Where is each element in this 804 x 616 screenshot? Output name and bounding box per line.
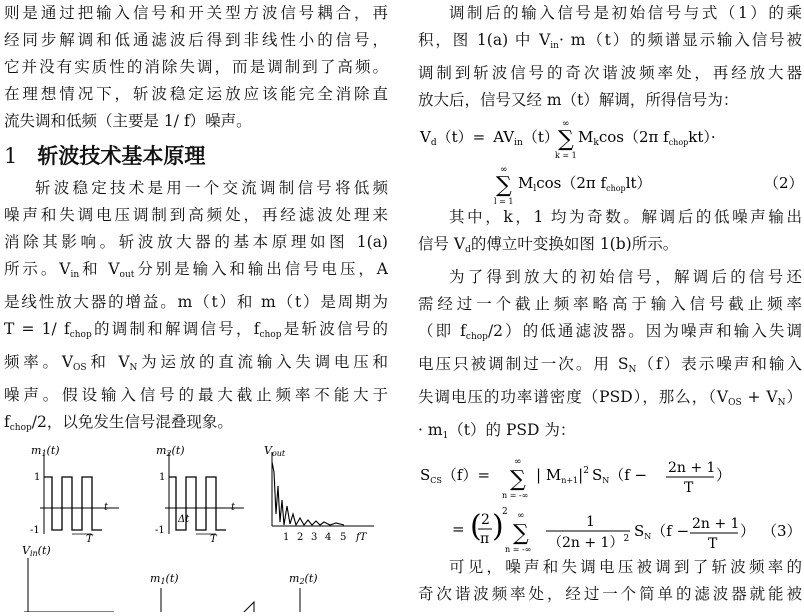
vin-label: Vin(t): [22, 544, 51, 558]
equation-2-svg: [418, 114, 802, 204]
text-line: [4, 409, 388, 442]
text-segment: 频率。V: [4, 353, 74, 371]
text-segment: 积，图 1(a) 中 V: [418, 31, 551, 49]
eq3-sum-1: ∑: [510, 467, 526, 492]
eq2-term-l: $M_l\cos(2\pi$ $f_{chop}lt$）: [518, 174, 652, 194]
amplifier-symbol: [234, 602, 254, 612]
m1-period-label: T: [86, 534, 93, 545]
text-line: 斩波稳定技术是用一个交流调制信号将低频: [35, 179, 388, 197]
m2-label: m2(t): [156, 444, 185, 458]
text-segment: ）: [785, 388, 802, 406]
bottom-m2-label: m2(t): [289, 572, 318, 586]
text-segment: + V: [741, 388, 778, 406]
subscript: OS: [73, 363, 87, 373]
text-line: 调制到斩波信号的奇次谐波频率处，再经放大器: [418, 64, 802, 82]
equation-3: [418, 450, 802, 554]
m1-square-wave: [44, 477, 102, 530]
vout-tick: 1: [283, 532, 290, 543]
text-line: [4, 349, 388, 382]
text-segment: 所示。V: [4, 260, 71, 278]
subscript: out: [119, 270, 135, 280]
section-heading: [4, 139, 388, 173]
text-segment: 电压只被调制过一次。用 S: [418, 355, 629, 373]
text-line: [418, 417, 802, 450]
text-line: [418, 231, 802, 264]
eq3-sum-2-top: ∞: [517, 511, 525, 521]
text-segment: 失调电压的功率谱密度（PSD），那么，（V: [418, 388, 729, 406]
m2-tick-1: 1: [159, 472, 166, 483]
eq3-frac-den: T: [684, 480, 694, 496]
text-line: 调制后的输入信号是初始信号与式（1）的乘: [449, 4, 802, 22]
vout-spectrum-curve: [272, 462, 344, 525]
text-line: [418, 351, 802, 384]
subscript: in: [550, 41, 559, 51]
m2-period-label: T: [210, 534, 217, 545]
subscript: in: [70, 270, 80, 280]
eq3-frac3-den: T: [708, 536, 718, 552]
text-segment: T = 1/ f: [4, 320, 70, 338]
eq3-pre-num: 2: [481, 512, 490, 528]
vout-tick: 5: [340, 532, 347, 543]
vout-tick: 2: [297, 532, 304, 543]
subscript: N: [628, 365, 637, 375]
section-title: 斩波技术基本原理: [37, 144, 206, 168]
eq3-sum-2-bottom: n = -∞: [505, 545, 532, 554]
eq2-sum-1: ∑: [558, 127, 574, 152]
text-segment: 分别是输入和输出信号电压，A: [134, 260, 388, 278]
eq3-frac-num: 2n + 1: [668, 460, 716, 476]
eq3-equals: =: [452, 520, 465, 538]
eq3-sn2: $S_N(f$ −: [634, 522, 690, 541]
subscript: N: [777, 398, 786, 408]
text-line: 消除其影响。斩波放大器的基本原理如图 1(a): [4, 233, 388, 251]
m2-axis-t: t: [231, 502, 236, 513]
body-paragraph: [4, 175, 388, 442]
paragraph-filtering: [418, 204, 802, 450]
text-segment: /2，以免发生信号混叠现象。: [31, 413, 233, 431]
eq3-lhs: $S_{CS}(f)=$: [420, 466, 491, 485]
text-line: 噪声和失调电压调制到高频处，再经滤波处理来: [4, 206, 388, 224]
subscript: OS: [728, 398, 742, 408]
m1-plot: [30, 444, 119, 545]
eq3-sum-2: ∑: [513, 521, 529, 546]
vout-tick: 4: [325, 532, 332, 543]
figure-1: [4, 442, 388, 612]
m1-tick-1: 1: [34, 472, 41, 483]
m2-plot: [155, 444, 244, 545]
equation-3-svg: [418, 450, 802, 554]
text-line: 在理想情况下，斩波稳定运放应该能完全消除直: [4, 85, 388, 103]
subscript: N: [129, 363, 138, 373]
intro-paragraph: [4, 0, 388, 135]
left-column: [4, 0, 388, 612]
subscript: 1: [442, 431, 449, 441]
text-line: [4, 256, 388, 289]
text-segment: 和 V: [79, 260, 120, 278]
m2-delta-t: Δt: [178, 514, 190, 525]
text-segment: 和 V: [86, 353, 130, 371]
bottom-m1-label: m1(t): [150, 572, 179, 586]
text-segment: /2）的低通滤波器。因为噪声和输入失调: [487, 322, 802, 340]
text-line: 奇次谐波频率处，经过一个简单的滤波器就能被: [418, 585, 802, 603]
vout-plot: [264, 444, 374, 543]
text-segment: 的调制和解调信号，f: [91, 320, 260, 338]
text-segment: 信号 V: [418, 235, 466, 253]
eq3-close-paren: ）: [716, 466, 732, 484]
text-segment: f: [4, 413, 10, 431]
text-line: 为了得到放大的初始信号，解调后的信号还: [449, 268, 802, 286]
eq3-number: （3）: [762, 522, 802, 540]
m1-axis-t: t: [104, 502, 109, 513]
text-line: [4, 316, 388, 349]
eq2-sum-2-bottom: l = 1: [494, 197, 514, 204]
subscript: chop: [69, 330, 92, 340]
subscript: chop: [259, 330, 282, 340]
text-line: 可见，噪声和失调电压被调到了斩波频率的: [449, 558, 802, 576]
text-line: 是线性放大器的增益。m（t）和 m（t）是周期为: [4, 293, 388, 311]
subscript: d: [465, 245, 471, 255]
vout-label: Vout: [264, 444, 286, 458]
eq3-sum-1-bottom: n = -∞: [502, 491, 529, 500]
text-segment: （f）表示噪声和输入: [636, 355, 802, 373]
eq3-abs-term: | $M_{n+1}|^2$ $S_N(f$ −: [536, 466, 648, 485]
text-line: 它并没有实质性的消除失调，而是调制到了高频。: [4, 58, 388, 76]
figure-1-svg: [4, 442, 388, 612]
subscript: chop: [9, 423, 32, 433]
eq2-sum-1-bottom: k = 1: [555, 151, 577, 160]
text-line: 则是通过把输入信号和开关型方波信号耦合，再: [4, 4, 388, 22]
text-line: 经同步解调和低通滤波后得到非线性小的信号，: [4, 31, 388, 49]
text-line: [418, 384, 802, 417]
vout-axis-label: fT: [356, 532, 367, 543]
m2-tick-neg1: -1: [155, 525, 165, 536]
right-column: [418, 0, 802, 608]
eq3-frac2-num: 1: [586, 514, 595, 530]
eq3-frac3-num: 2n + 1: [692, 516, 740, 532]
eq2-line-1: $V_d(t)= AV_{in}(t)$: [420, 128, 559, 148]
eq3-sum-1-top: ∞: [514, 457, 522, 467]
eq3-close-paren-2: ）: [740, 522, 756, 540]
eq3-left-paren: (: [470, 509, 482, 544]
eq2-sum-2: ∑: [496, 173, 512, 198]
eq2-sum-2-top: ∞: [500, 165, 508, 175]
m1-label: m1(t): [31, 444, 60, 458]
text-line: 流失调和低频（主要是 1/ f）噪声。: [4, 112, 252, 130]
equation-2: [418, 114, 802, 204]
text-segment: （即 f: [418, 322, 466, 340]
text-segment: 为运放的直流输入失调电压和: [137, 353, 388, 371]
text-segment: 是斩波信号的: [281, 320, 388, 338]
bottom-block-diagram: [22, 544, 318, 612]
eq2-number: （2）: [764, 174, 802, 192]
eq3-right-paren: ): [492, 509, 504, 544]
vout-tick: 3: [311, 532, 318, 543]
text-segment: · m: [418, 421, 443, 439]
text-line: 需经过一个截止频率略高于输入信号截止频率: [418, 295, 802, 313]
text-line: 放大后，信号又经 m（t）解调，所得信号为：: [418, 91, 739, 109]
eq3-frac2-den: $(2n + 1)^2$: [548, 534, 630, 551]
text-line: 其中，k，1 均为奇数。解调后的低噪声输出: [449, 208, 802, 226]
text-segment: 的傅立叶变换如图 1(b)所示。: [470, 235, 679, 253]
eq3-pre-sq: 2: [502, 507, 508, 517]
paragraph-modulation: [418, 0, 802, 114]
section-number: 1: [4, 144, 18, 168]
subscript: chop: [465, 332, 488, 342]
paragraph-conclusion: [418, 554, 802, 608]
text-segment: · m（t）的频谱显示输入信号被: [558, 31, 802, 49]
text-segment: （t）的 PSD 为：: [448, 421, 576, 439]
text-line: 噪声。假设输入信号的最大截止频率不能大于: [4, 386, 388, 404]
eq3-pre-den: π: [480, 531, 490, 547]
eq2-sum-1-top: ∞: [562, 119, 570, 129]
eq2-term-k: $M_k\cos(2\pi$ $f_{chop}kt)\cdot$: [578, 128, 716, 148]
text-line: [418, 27, 802, 60]
text-line: [418, 318, 802, 351]
m1-tick-neg1: -1: [30, 525, 40, 536]
